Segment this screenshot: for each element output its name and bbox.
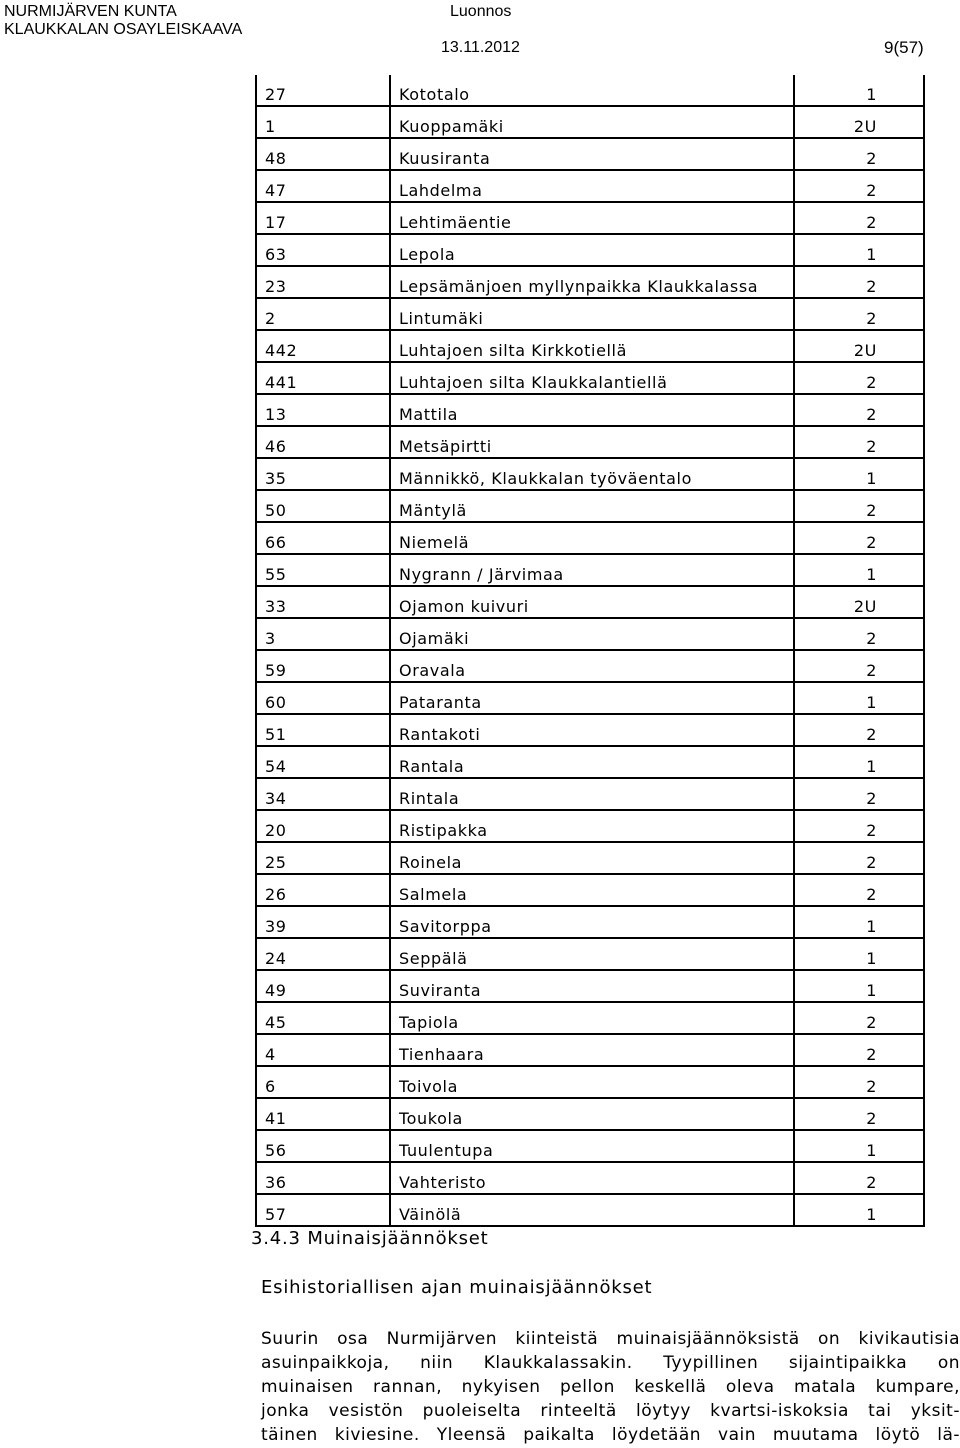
site-number-cell: 1 xyxy=(256,106,390,138)
table-row xyxy=(256,714,924,746)
site-class-cell: 1 xyxy=(794,458,924,490)
site-number-cell: 47 xyxy=(256,170,390,202)
table-row xyxy=(256,490,924,522)
subsection-heading: Esihistoriallisen ajan muinaisjäännökset xyxy=(261,1277,653,1298)
site-class-cell: 2 xyxy=(794,426,924,458)
site-name-cell: Kuusiranta xyxy=(390,138,794,170)
site-name-cell: Roinela xyxy=(390,842,794,874)
site-class-cell: 2 xyxy=(794,650,924,682)
site-name-cell: Ojamäki xyxy=(390,618,794,650)
table-row xyxy=(256,266,924,298)
site-class-cell: 2U xyxy=(794,106,924,138)
site-name-cell: Väinölä xyxy=(390,1194,794,1226)
table-row xyxy=(256,1130,924,1162)
table-row xyxy=(256,330,924,362)
table-row xyxy=(256,170,924,202)
site-name-cell: Kototalo xyxy=(390,75,794,106)
table-row xyxy=(256,75,924,106)
plan-name: KLAUKKALAN OSAYLEISKAAVA xyxy=(4,21,243,38)
table-row xyxy=(256,202,924,234)
table-row xyxy=(256,234,924,266)
heritage-sites-table xyxy=(255,75,925,1227)
site-name-cell: Lepola xyxy=(390,234,794,266)
site-number-cell: 35 xyxy=(256,458,390,490)
site-number-cell: 54 xyxy=(256,746,390,778)
site-class-cell: 1 xyxy=(794,1194,924,1226)
table-row xyxy=(256,874,924,906)
site-number-cell: 57 xyxy=(256,1194,390,1226)
site-class-cell: 1 xyxy=(794,906,924,938)
site-number-cell: 4 xyxy=(256,1034,390,1066)
table-row xyxy=(256,810,924,842)
site-number-cell: 3 xyxy=(256,618,390,650)
site-class-cell: 2 xyxy=(794,1034,924,1066)
site-number-cell: 66 xyxy=(256,522,390,554)
table-row xyxy=(256,298,924,330)
site-class-cell: 2 xyxy=(794,394,924,426)
site-number-cell: 442 xyxy=(256,330,390,362)
table-row xyxy=(256,138,924,170)
site-class-cell: 2 xyxy=(794,266,924,298)
site-class-cell: 2U xyxy=(794,330,924,362)
table-row xyxy=(256,1034,924,1066)
site-number-cell: 6 xyxy=(256,1066,390,1098)
document-date: 13.11.2012 xyxy=(441,39,520,56)
table-row xyxy=(256,1194,924,1226)
table-row xyxy=(256,1162,924,1194)
site-name-cell: Lepsämänjoen myllynpaikka Klaukkalassa xyxy=(390,266,794,298)
paragraph-line: asuinpaikkoja, niin Klaukkalassakin. Tyypillinen sijaintipaikka on xyxy=(261,1353,960,1373)
site-name-cell: Savitorppa xyxy=(390,906,794,938)
site-number-cell: 24 xyxy=(256,938,390,970)
site-class-cell: 1 xyxy=(794,970,924,1002)
site-name-cell: Niemelä xyxy=(390,522,794,554)
site-number-cell: 41 xyxy=(256,1098,390,1130)
table-row xyxy=(256,842,924,874)
organization-name: NURMIJÄRVEN KUNTA xyxy=(4,3,177,20)
site-name-cell: Ojamon kuivuri xyxy=(390,586,794,618)
site-name-cell: Mattila xyxy=(390,394,794,426)
site-name-cell: Vahteristo xyxy=(390,1162,794,1194)
site-class-cell: 2U xyxy=(794,586,924,618)
site-class-cell: 2 xyxy=(794,778,924,810)
site-name-cell: Rintala xyxy=(390,778,794,810)
site-number-cell: 56 xyxy=(256,1130,390,1162)
site-class-cell: 2 xyxy=(794,138,924,170)
paragraph-line: täinen kiviesine. Yleensä paikalta löydetään vain muutama löytö lä- xyxy=(261,1425,960,1445)
table-row xyxy=(256,650,924,682)
paragraph-line: Suurin osa Nurmijärven kiinteistä muinaisjäännöksistä on kivikautisia xyxy=(261,1329,960,1349)
site-number-cell: 2 xyxy=(256,298,390,330)
table-row xyxy=(256,458,924,490)
site-number-cell: 39 xyxy=(256,906,390,938)
table-row xyxy=(256,554,924,586)
site-number-cell: 55 xyxy=(256,554,390,586)
site-class-cell: 2 xyxy=(794,1066,924,1098)
site-number-cell: 441 xyxy=(256,362,390,394)
site-name-cell: Rantakoti xyxy=(390,714,794,746)
site-class-cell: 2 xyxy=(794,490,924,522)
site-class-cell: 2 xyxy=(794,1002,924,1034)
table-row xyxy=(256,1098,924,1130)
table-row xyxy=(256,426,924,458)
site-name-cell: Tapiola xyxy=(390,1002,794,1034)
site-class-cell: 2 xyxy=(794,618,924,650)
site-number-cell: 59 xyxy=(256,650,390,682)
page-number: 9(57) xyxy=(884,38,924,57)
table-row xyxy=(256,906,924,938)
site-class-cell: 1 xyxy=(794,75,924,106)
site-number-cell: 46 xyxy=(256,426,390,458)
site-name-cell: Lehtimäentie xyxy=(390,202,794,234)
site-name-cell: Lintumäki xyxy=(390,298,794,330)
site-number-cell: 25 xyxy=(256,842,390,874)
table-row xyxy=(256,778,924,810)
site-class-cell: 1 xyxy=(794,746,924,778)
table-row xyxy=(256,618,924,650)
site-class-cell: 2 xyxy=(794,522,924,554)
site-class-cell: 2 xyxy=(794,810,924,842)
site-name-cell: Pataranta xyxy=(390,682,794,714)
site-class-cell: 1 xyxy=(794,1130,924,1162)
site-number-cell: 49 xyxy=(256,970,390,1002)
site-number-cell: 63 xyxy=(256,234,390,266)
section-heading xyxy=(251,1228,489,1249)
site-class-cell: 1 xyxy=(794,938,924,970)
site-number-cell: 60 xyxy=(256,682,390,714)
document-status: Luonnos xyxy=(450,3,512,20)
paragraph-line: jonka vesistön puoleiselta rinteeltä löytyy kvartsi-iskoksia tai yksit- xyxy=(261,1401,960,1421)
site-number-cell: 45 xyxy=(256,1002,390,1034)
site-number-cell: 36 xyxy=(256,1162,390,1194)
site-number-cell: 50 xyxy=(256,490,390,522)
site-name-cell: Luhtajoen silta Kirkkotiellä xyxy=(390,330,794,362)
site-class-cell: 2 xyxy=(794,170,924,202)
site-name-cell: Seppälä xyxy=(390,938,794,970)
site-class-cell: 2 xyxy=(794,714,924,746)
site-class-cell: 2 xyxy=(794,874,924,906)
site-number-cell: 23 xyxy=(256,266,390,298)
site-name-cell: Männikkö, Klaukkalan työväentalo xyxy=(390,458,794,490)
table-row xyxy=(256,106,924,138)
table-row xyxy=(256,1002,924,1034)
site-name-cell: Salmela xyxy=(390,874,794,906)
site-number-cell: 48 xyxy=(256,138,390,170)
site-number-cell: 17 xyxy=(256,202,390,234)
section-title: Muinaisjäännökset xyxy=(307,1228,489,1249)
table-row xyxy=(256,362,924,394)
site-number-cell: 51 xyxy=(256,714,390,746)
site-name-cell: Kuoppamäki xyxy=(390,106,794,138)
site-class-cell: 1 xyxy=(794,554,924,586)
site-class-cell: 2 xyxy=(794,298,924,330)
section-number: 3.4.3 xyxy=(251,1228,301,1249)
site-number-cell: 13 xyxy=(256,394,390,426)
site-name-cell: Toukola xyxy=(390,1098,794,1130)
site-class-cell: 1 xyxy=(794,682,924,714)
site-number-cell: 20 xyxy=(256,810,390,842)
table-row xyxy=(256,746,924,778)
site-name-cell: Oravala xyxy=(390,650,794,682)
site-name-cell: Luhtajoen silta Klaukkalantiellä xyxy=(390,362,794,394)
site-name-cell: Metsäpirtti xyxy=(390,426,794,458)
site-name-cell: Lahdelma xyxy=(390,170,794,202)
site-number-cell: 33 xyxy=(256,586,390,618)
site-name-cell: Rantala xyxy=(390,746,794,778)
site-name-cell: Nygrann / Järvimaa xyxy=(390,554,794,586)
site-class-cell: 2 xyxy=(794,362,924,394)
site-number-cell: 27 xyxy=(256,75,390,106)
site-name-cell: Tuulentupa xyxy=(390,1130,794,1162)
paragraph-line: muinaisen rannan, nykyisen pellon keskellä oleva matala kumpare, xyxy=(261,1377,960,1397)
heritage-sites-table-body xyxy=(256,75,924,1226)
site-name-cell: Tienhaara xyxy=(390,1034,794,1066)
site-number-cell: 26 xyxy=(256,874,390,906)
table-row xyxy=(256,394,924,426)
site-name-cell: Toivola xyxy=(390,1066,794,1098)
table-row xyxy=(256,1066,924,1098)
table-row xyxy=(256,970,924,1002)
site-name-cell: Ristipakka xyxy=(390,810,794,842)
site-name-cell: Suviranta xyxy=(390,970,794,1002)
site-class-cell: 2 xyxy=(794,1162,924,1194)
site-class-cell: 1 xyxy=(794,234,924,266)
table-row xyxy=(256,586,924,618)
table-row xyxy=(256,522,924,554)
site-number-cell: 34 xyxy=(256,778,390,810)
table-row xyxy=(256,682,924,714)
site-name-cell: Mäntylä xyxy=(390,490,794,522)
site-class-cell: 2 xyxy=(794,1098,924,1130)
table-row xyxy=(256,938,924,970)
site-class-cell: 2 xyxy=(794,842,924,874)
body-paragraph xyxy=(261,1327,960,1447)
site-class-cell: 2 xyxy=(794,202,924,234)
